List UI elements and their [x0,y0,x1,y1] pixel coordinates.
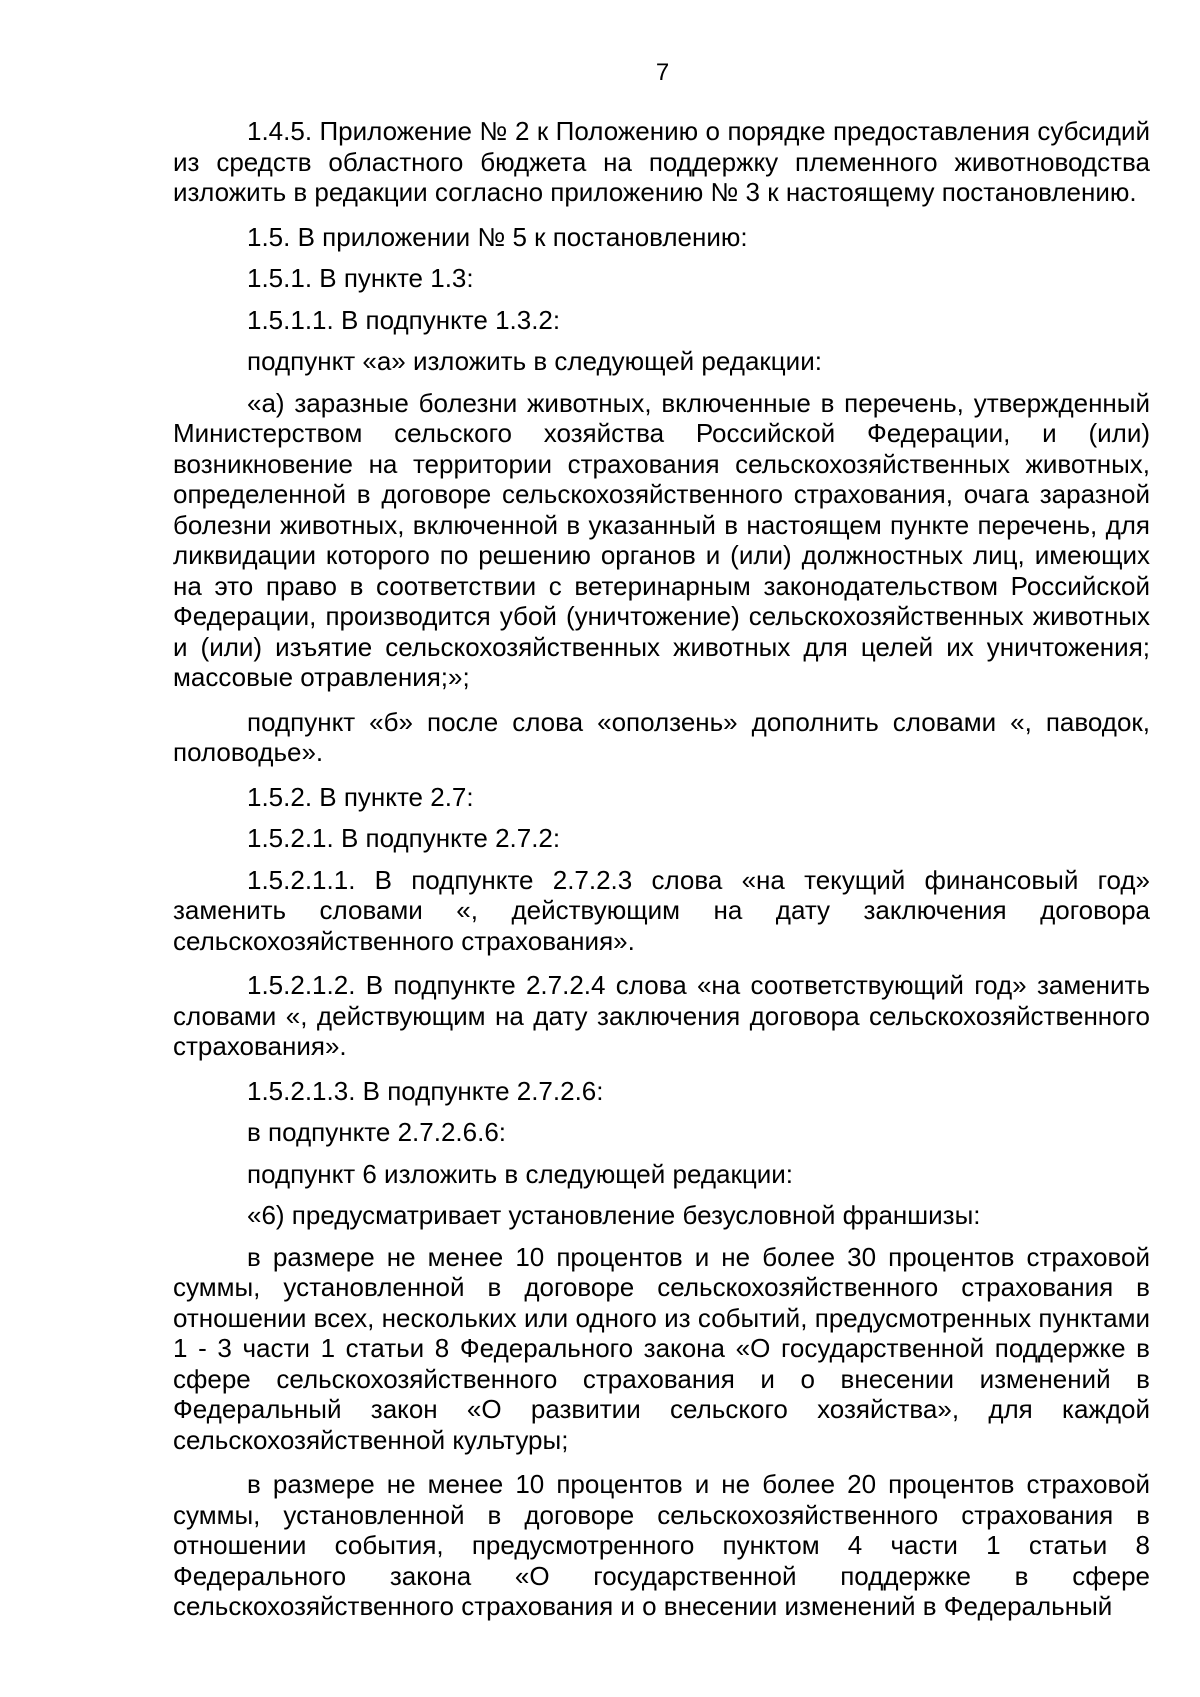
paragraph-franchise-20: в размере не менее 10 процентов и не более 20 процентов страховой суммы, установленной в договоре сельскохозяйственного страхования в отношении события, предусмотренного пунктом 4 части 1 статьи 8 Федерального закона «О государственной поддержке в сфере сельскохозяйственного страхования и о внесении изменений в Федеральный [173,1469,1150,1621]
paragraph-2-7-2-6-6: в подпункте 2.7.2.6.6: [247,1117,506,1147]
paragraph-subpoint-a-intro: подпункт «а» изложить в следующей редакции: [247,346,822,376]
paragraph-1-4-5: 1.4.5. Приложение № 2 к Положению о порядке предоставления субсидий из средств областного бюджета на поддержку племенного животноводства изложить в редакции согласно приложению № 3 к настоящему постановлению. [173,116,1150,207]
paragraph-1-5-2-1-2: 1.5.2.1.2. В подпункте 2.7.2.4 слова «на соответствующий год» заменить словами «, действующим на дату заключения договора сельскохозяйственного страхования». [173,970,1150,1061]
paragraph-subpoint-b: подпункт «б» после слова «оползень» дополнить словами «, паводок, половодье». [173,706,1150,767]
page-number: 7 [655,59,670,86]
paragraph-franchise-30: в размере не менее 10 процентов и не более 30 процентов страховой суммы, установленной в договоре сельскохозяйственного страхования в отношении всех, нескольких или одного из событий, предусмотренных пунктами 1 - 3 части 1 статьи 8 Федерального закона «О государственной поддержке в сфере сельскохозяйственного страхования и о внесении изменений в Федеральный закон «О развитии сельского хозяйства», для каждой сельскохозяйственной культуры; [173,1241,1150,1455]
paragraph-1-5-2-1-1: 1.5.2.1.1. В подпункте 2.7.2.3 слова «на текущий финансовый год» заменить словами «, действующим на дату заключения договора сельскохозяйственного страхования». [173,864,1150,956]
paragraph-subpoint-6-intro: подпункт 6 изложить в следующей редакции: [247,1158,794,1189]
paragraph-1-5-2-1: 1.5.2.1. В подпункте 2.7.2: [247,823,561,853]
paragraph-1-5-2: 1.5.2. В пункте 2.7: [247,781,474,812]
paragraph-1-5-2-1-3: 1.5.2.1.3. В подпункте 2.7.2.6: [247,1075,604,1106]
paragraph-1-5-1-1: 1.5.1.1. В подпункте 1.3.2: [247,304,561,335]
paragraph-1-5-1: 1.5.1. В пункте 1.3: [247,263,474,293]
paragraph-1-5: 1.5. В приложении № 5 к постановлению: [247,221,748,252]
document-body [173,116,1150,1622]
paragraph-subpoint-6-text: «6) предусматривает установление безусловной франшизы: [247,1200,981,1230]
paragraph-subpoint-a-text: «а) заразные болезни животных, включенные в перечень, утвержденный Министерством сельского хозяйства Российской Федерации, и (или) возникновение на территории страхования сельскохозяйственных животных, определенной в договоре сельскохозяйственного страхования, очага заразной болезни животных, включенной в указанный в настоящем пункте перечень, для ликвидации которого по решению органов и (или) должностных лиц, имеющих на это право в соответствии с ветеринарным законодательством Российской Федерации, производится убой (уничтожение) сельскохозяйственных животных и (или) изъятие сельскохозяйственных животных для целей их уничтожения; массовые отравления;»; [173,387,1150,692]
